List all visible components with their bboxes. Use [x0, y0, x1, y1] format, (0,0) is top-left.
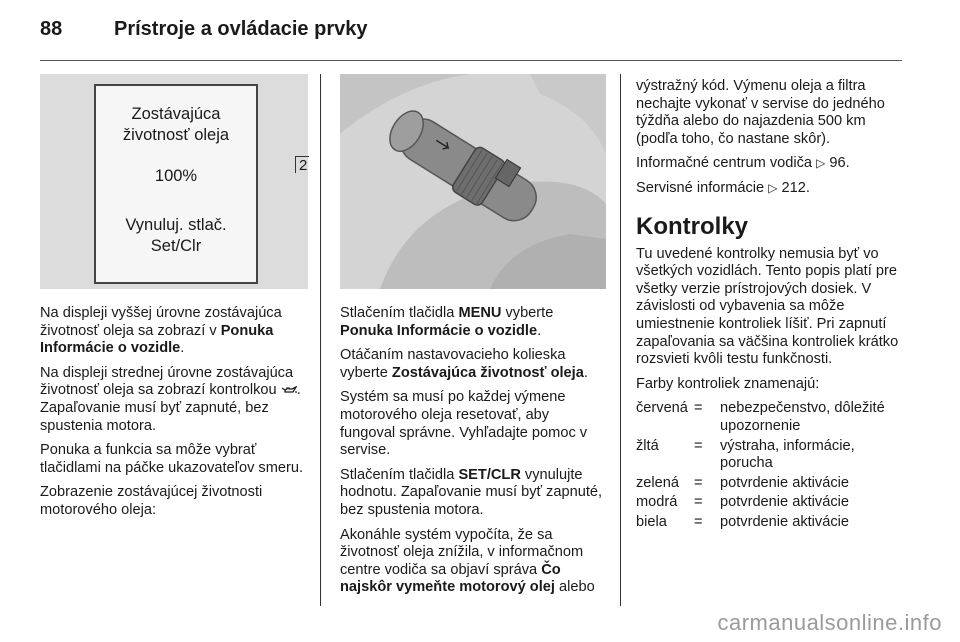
oil-life-display: [94, 84, 308, 284]
color-name: žltá: [636, 437, 659, 454]
paragraph: Tu uvedené kontrolky nemusia byť vo všetkých vozidlách. Tento popis platí pre všetky verzie prístrojových dosiek. V závislosti od vybavenia sa môže umiestnenie kontroliek líšiť. Pri zapnutí zapaľovania sa väčšina kontroliek krátko rozsvieti kvôli testu funkčnosti.: [636, 245, 899, 368]
paragraph: Na displeji vyššej úrovne zostávajúca životnosť oleja sa zobrazí v Ponuka Informácie o vozidle.: [40, 305, 282, 357]
color-desc: potvrdenie aktivácie: [720, 513, 849, 530]
page-reference-icon: ▷: [816, 156, 826, 171]
header-rule: [40, 60, 902, 61]
color-desc: výstraha, informácie, porucha: [720, 437, 855, 472]
color-name: biela: [636, 513, 667, 530]
column-middle: [340, 74, 606, 604]
display-line-3: Vynuluj. stlač.: [125, 216, 227, 234]
table-row: [636, 400, 904, 437]
paragraph: Stlačením tlačidla SET/CLR vynulujte hodnotu. Zapaľovanie musí byť zapnuté, bez spustenia motora.: [340, 466, 603, 518]
color-name: červená: [636, 400, 688, 417]
display-percent: 100%: [154, 167, 198, 185]
color-name: zelená: [636, 474, 680, 491]
paragraph: výstražný kód. Výmenu oleja a filtra nechajte vykonať v servise do jedného týždňa alebo do najazdenia 500 km (podľa toho, čo nastane skôr).: [636, 78, 885, 147]
page-reference-link[interactable]: 212.: [781, 179, 810, 196]
table-row: [636, 514, 904, 534]
table-row: [636, 494, 904, 514]
figure-callout: 2: [295, 156, 309, 173]
table-row: [636, 475, 904, 495]
paragraph: Systém sa musí po každej výmene motorového oleja resetovať, aby fungoval správne. Vyhľadajte pomoc v servise.: [340, 389, 588, 459]
color-desc: potvrdenie aktivácie: [720, 494, 849, 511]
oil-can-icon: [281, 386, 297, 395]
color-eq: =: [694, 437, 703, 454]
section-heading: Kontrolky: [636, 212, 749, 240]
color-desc: nebezpečenstvo, dôležité upozornenie: [720, 400, 885, 434]
column-divider-right: [620, 74, 621, 606]
page-number: 88: [40, 18, 63, 40]
display-line-4: Set/Clr: [150, 237, 202, 255]
page-reference-icon: ▷: [768, 180, 778, 195]
color-eq: =: [694, 513, 703, 530]
column-left: [40, 74, 308, 527]
column-right: [636, 78, 904, 533]
paragraph: Otáčaním nastavovacieho kolieska vyberte Zostávajúca životnosť oleja.: [340, 347, 588, 381]
paragraph: Na displeji strednej úrovne zostávajúca životnosť oleja sa zobrazí kontrolkou . Zapaľovanie musí byť zapnuté, bez spustenia motora.: [40, 364, 301, 434]
paragraph: Servisné informácie ▷ 212.: [636, 179, 810, 196]
page-header: [40, 18, 367, 52]
column-divider-left: [320, 74, 321, 606]
display-line-1: Zostávajúca: [131, 105, 221, 123]
paragraph: Stlačením tlačidla MENU vyberte Ponuka Informácie o vozidle.: [340, 305, 554, 339]
paragraph: Akonáhle systém vypočíta, že sa životnosť oleja znížila, v informačnom centre vodiča sa objaví správa Čo najskôr vymeňte motorový olej alebo: [340, 526, 595, 596]
color-name: modrá: [636, 494, 678, 511]
color-desc: potvrdenie aktivácie: [720, 474, 849, 491]
turn-signal-lever-figure: [340, 74, 606, 289]
page-reference-link[interactable]: 96.: [829, 155, 850, 172]
watermark: carmanualsonline.info: [717, 610, 942, 635]
chapter-title: Prístroje a ovládacie prvky: [114, 18, 368, 40]
color-eq: =: [694, 474, 703, 491]
color-eq: =: [694, 400, 703, 417]
paragraph: Ponuka a funkcia sa môže vybrať tlačidlami na páčke ukazovateľov smeru.: [40, 442, 304, 476]
oil-life-display-figure: [40, 74, 308, 289]
indicator-colors-table: [636, 400, 904, 533]
paragraph: Zobrazenie zostávajúcej životnosti motorového oleja:: [40, 484, 263, 518]
table-row: [636, 438, 904, 475]
color-eq: =: [694, 494, 703, 511]
paragraph: Informačné centrum vodiča ▷ 96.: [636, 155, 850, 172]
lever-illustration: [340, 74, 606, 289]
paragraph: Farby kontroliek znamenajú:: [636, 375, 820, 392]
display-line-2: životnosť oleja: [122, 126, 230, 144]
